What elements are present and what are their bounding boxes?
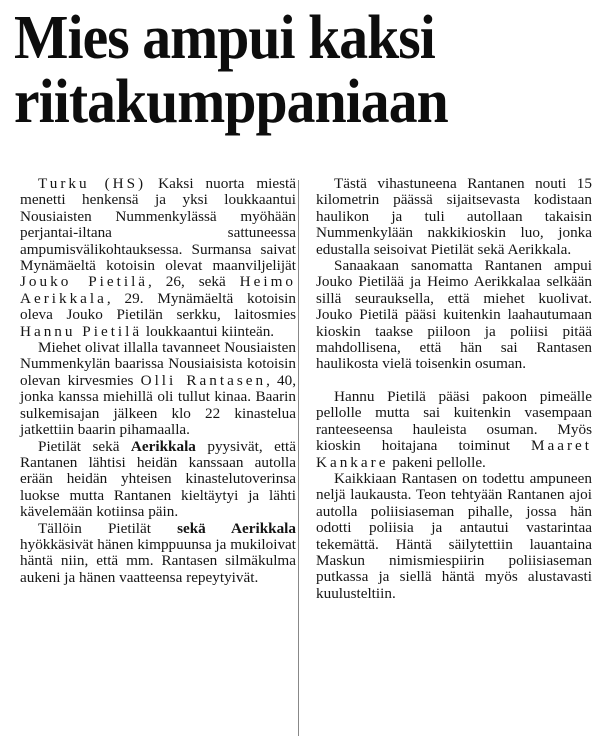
text-span: Kaksi nuorta miestä menetti henkensä ja yksi loukkaantui Nousiaisten Nummenkylässä myöhään perjantai-iltana sattuneessa ampumisvälikohtauksessa. Surmansa saivat Mynämäeltä kotoisin olevat maanviljelijät (20, 175, 296, 275)
text-span: Tällöin Pietilät (38, 519, 178, 537)
headline-line-1: Mies ampui kaksi (14, 4, 435, 72)
paragraph (316, 389, 592, 471)
text-span: , 26, sekä (148, 273, 240, 291)
text-span: hyökkäsivät hänen kimppuunsa ja mukiloivat häntä niin, että mm. Rantasen silmäkulma aukeni ja hänen vaatteensa repeytyivät. (20, 535, 296, 586)
text-span: Miehet olivat illalla tavanneet Nousiaisten Nummenkylän baarissa Nousiaisista kotoisin olevan kirvesmies (20, 339, 296, 389)
article-body (20, 176, 592, 602)
text-span: Pietilät sekä (38, 437, 131, 455)
text-span: pyysivät, että Rantanen lähtisi heidän kanssaan autolla erään heidän yhteisen kinastelutoverinsa luokse mutta Rantanen kieltäytyi ja lähti kävelemään kotiinsa päin. (20, 437, 296, 521)
person-name: Jouko Pietilä (20, 273, 149, 291)
dateline: Turku (HS) (38, 175, 147, 192)
column-right (316, 176, 592, 602)
paragraph (20, 521, 296, 587)
person-name: Maaret Kankare (316, 437, 592, 471)
person-name: Heimo Aerikkala (20, 273, 296, 307)
headline-line-2: riitakumppaniaan (14, 68, 448, 136)
paragraph (20, 439, 296, 521)
headline (14, 6, 550, 134)
paragraph (20, 340, 296, 438)
text-span: pakeni pellolle. (388, 453, 486, 471)
paragraph: Sanaakaan sanomatta Rantanen ampui Jouko Pietilää ja Heimo Aerikkalaa selkään sillä seurauksella, että miehet kuolivat. Jouko Pietilä pääsi kuitenkin laahautumaan kioskin taakse piiloon ja poliisi pitää mahdollisena, että hän sai Rantasen haulikosta vielä toisenkin osuman. (316, 257, 592, 373)
bold-name: sekä Aerikkala (177, 519, 296, 537)
text-span: Hannu Pietilä pääsi pakoon pimeälle pellolle mutta sai kuitenkin vasempaan ranteeseensa hauleista osuman. Myös kioskin hoitajana toiminut (316, 387, 592, 455)
text-span: , 40, jonka kanssa miehillä oli tullut kinaa. Baarin sulkemisajan jälkeen klo 22 kinastelua jatkettiin baarin pihamaalla. (20, 371, 296, 439)
person-name: Hannu Pietilä (20, 322, 143, 340)
person-name: Olli Rantasen (140, 371, 267, 389)
text-span: loukkaantui kiinteän. (142, 322, 275, 340)
paragraph: Kaikkiaan Rantasen on todettu ampuneen neljä laukausta. Teon tehtyään Rantanen ajoi autolla poliisiaseman pihalle, jossa hän odotti poliisia ja antautui vastarintaa tekemättä. Häntä säilytettiin lauantaina Maskun nimismiespiirin poliisiaseman putkassa ja siellä häntä myös alustavasti kuulusteltiin. (316, 469, 592, 602)
text-span: , 29. Mynämäeltä kotoisin oleva Jouko Pietilän serkku, laitosmies (20, 289, 296, 324)
bold-name: Aerikkala (130, 437, 196, 455)
paragraph (20, 176, 296, 340)
paragraph: Tästä vihastuneena Rantanen nouti 15 kilometrin päässä sijaitsevasta kodistaan haulikon ja tuli autollaan takaisin Nummenkylään nakkikioskin luo, jonka edustalla seisoivat Pietilät sekä Aerikkala. (316, 175, 592, 258)
column-left (20, 176, 296, 602)
